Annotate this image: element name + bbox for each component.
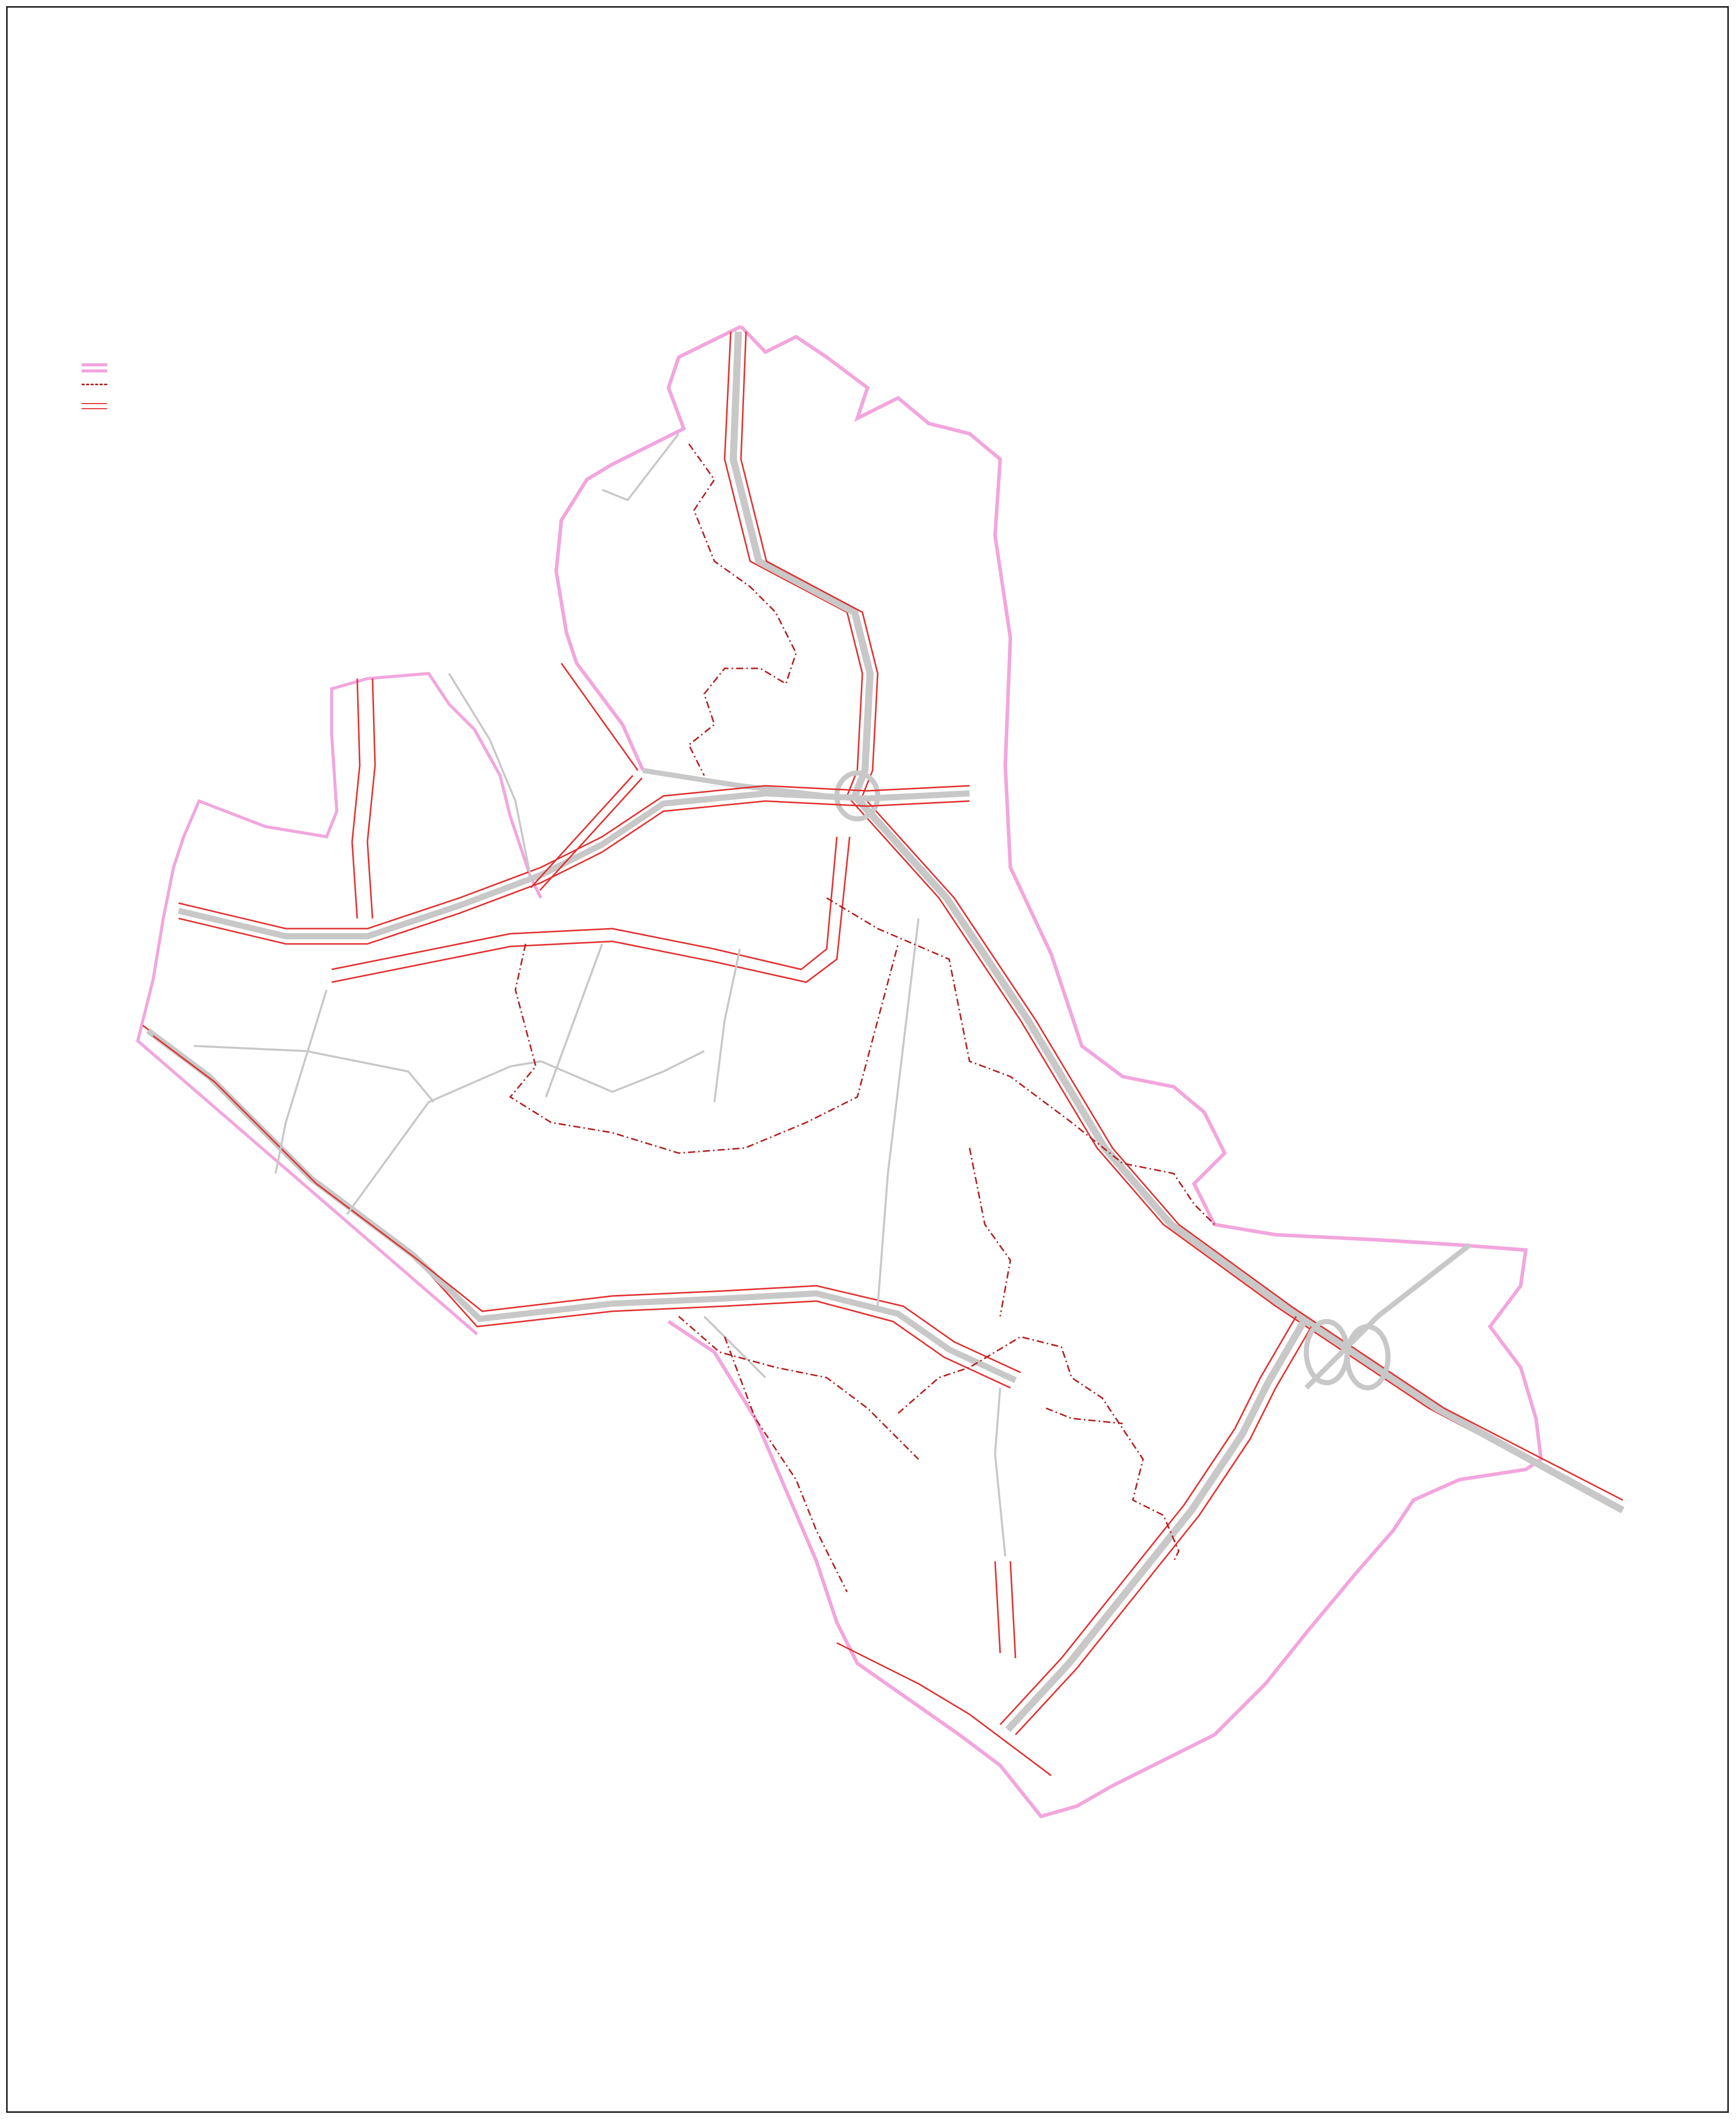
road-pozdneevo-south (837, 1561, 1051, 1776)
road-diagonal-north (531, 663, 642, 890)
local-roads (194, 434, 1005, 1556)
road-west-east (179, 786, 970, 944)
highway-north-south (725, 332, 1623, 1510)
highway-south-branch (1000, 1316, 1311, 1735)
settlement-boundary (668, 327, 1541, 1816)
locality-borders (510, 444, 1214, 1592)
interchange-east (1306, 1245, 1470, 1388)
road-south-west (143, 1026, 1021, 1388)
settlement-boundary-west (138, 673, 541, 1334)
settlement-boundary-north (556, 327, 741, 770)
road-west-vertical (352, 679, 375, 918)
